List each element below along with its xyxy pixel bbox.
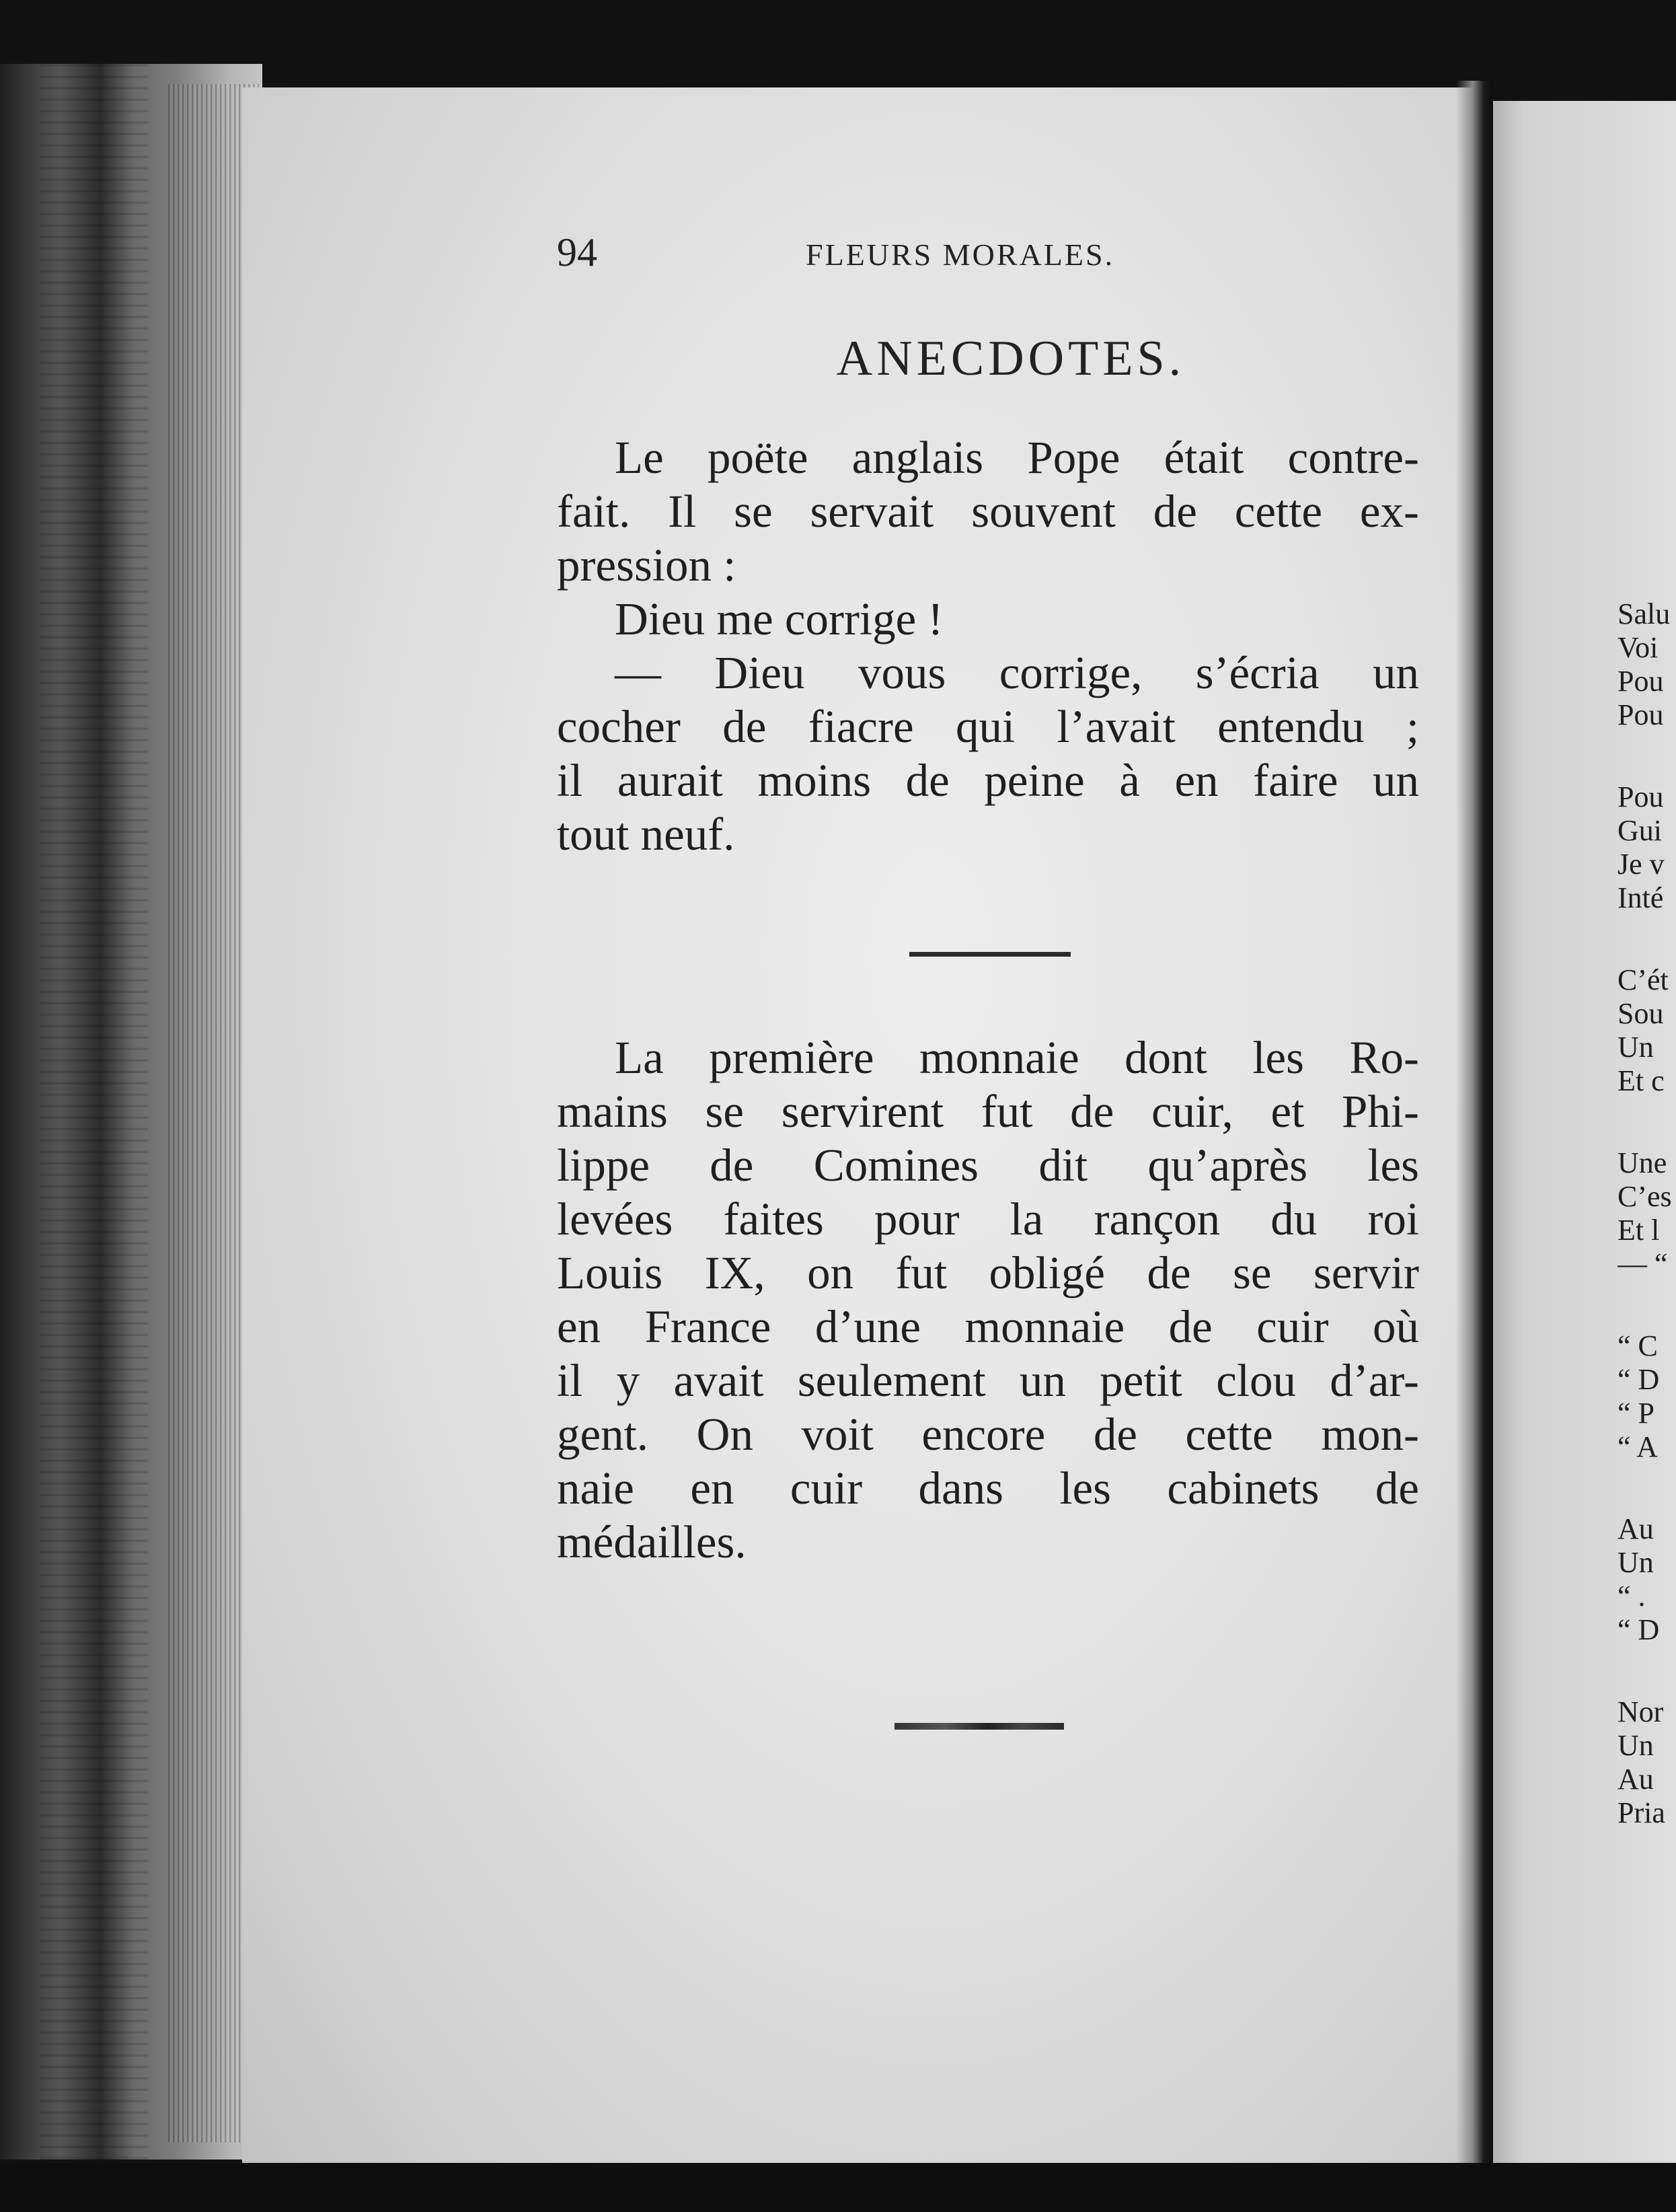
- facing-line: Pou: [1617, 698, 1664, 731]
- anecdote-pope: [557, 431, 1419, 861]
- facing-line: Et l: [1617, 1214, 1660, 1247]
- page-number: 94: [557, 230, 597, 274]
- text-line: gent. On voit encore de cette mon-: [557, 1409, 1419, 1460]
- book-gutter: [1456, 81, 1493, 2180]
- facing-line: “ C: [1617, 1329, 1658, 1362]
- facing-line: “ D: [1617, 1363, 1660, 1396]
- text-line: cocher de fiacre qui l’avait entendu ;: [557, 701, 1419, 752]
- facing-line: Pria: [1617, 1796, 1665, 1829]
- text-line: pression :: [557, 540, 736, 591]
- facing-line: Inté: [1617, 881, 1664, 914]
- anecdote-leather-money: [557, 1031, 1419, 1569]
- text-line: Louis IX, on fut obligé de se servir: [557, 1247, 1419, 1298]
- facing-line: Pou: [1617, 780, 1664, 813]
- facing-line: Et c: [1617, 1064, 1665, 1097]
- facing-line: Je v: [1617, 848, 1665, 881]
- facing-line: C’ét: [1617, 963, 1669, 996]
- text-line: Dieu me corrige !: [615, 593, 944, 644]
- facing-line: C’es: [1617, 1180, 1672, 1213]
- section-title-text: ANECDOTES.: [836, 331, 1186, 386]
- facing-line: “ P: [1617, 1397, 1654, 1430]
- page-edges: [0, 64, 262, 2160]
- facing-page-text: [1617, 597, 1676, 1830]
- text-line: tout neuf.: [557, 809, 735, 860]
- facing-line: Un: [1617, 1031, 1654, 1064]
- facing-line: Gui: [1617, 814, 1662, 847]
- facing-line: Un: [1617, 1729, 1654, 1762]
- facing-line: Au: [1617, 1512, 1654, 1545]
- section-divider: [909, 952, 1071, 957]
- text-line: il aurait moins de peine à en faire un: [557, 755, 1419, 806]
- running-title: FLEURS MORALES.: [806, 237, 1115, 272]
- text-line: naie en cuir dans les cabinets de: [557, 1463, 1419, 1514]
- facing-line: Pou: [1617, 665, 1664, 698]
- facing-line: Au: [1617, 1763, 1654, 1796]
- text-line: La première monnaie dont les Ro-: [615, 1032, 1419, 1083]
- end-ornament: [894, 1723, 1064, 1730]
- facing-line: — “: [1617, 1247, 1668, 1280]
- text-line: fait. Il se servait souvent de cette ex-: [557, 486, 1419, 537]
- facing-line: Une: [1617, 1146, 1667, 1179]
- facing-line: Salu: [1617, 597, 1671, 630]
- page-edge-grime: [40, 64, 148, 2160]
- text-line: il y avait seulement un petit clou d’ar-: [557, 1355, 1419, 1406]
- text-line: en France d’une monnaie de cuir où: [557, 1301, 1419, 1352]
- text-line: mains se servirent fut de cuir, et Phi-: [557, 1086, 1419, 1137]
- text-line: levées faites pour la rançon du roi: [557, 1193, 1419, 1245]
- facing-line: Voi: [1617, 631, 1659, 664]
- facing-line: “ .: [1617, 1580, 1646, 1613]
- facing-line: “ D: [1617, 1613, 1660, 1646]
- facing-line: “ A: [1617, 1430, 1658, 1463]
- text-line: médailles.: [557, 1516, 747, 1568]
- scan-bottom-edge: [0, 2163, 1676, 2212]
- facing-line: Un: [1617, 1546, 1654, 1579]
- text-line: lippe de Comines dit qu’après les: [557, 1140, 1419, 1191]
- facing-line: Sou: [1617, 997, 1664, 1030]
- facing-line: Nor: [1617, 1695, 1664, 1728]
- text-line: — Dieu vous corrige, s’écria un: [615, 647, 1419, 698]
- section-title: [557, 322, 1431, 396]
- running-head: [557, 225, 1182, 279]
- text-line: Le poëte anglais Pope était contre-: [615, 432, 1419, 483]
